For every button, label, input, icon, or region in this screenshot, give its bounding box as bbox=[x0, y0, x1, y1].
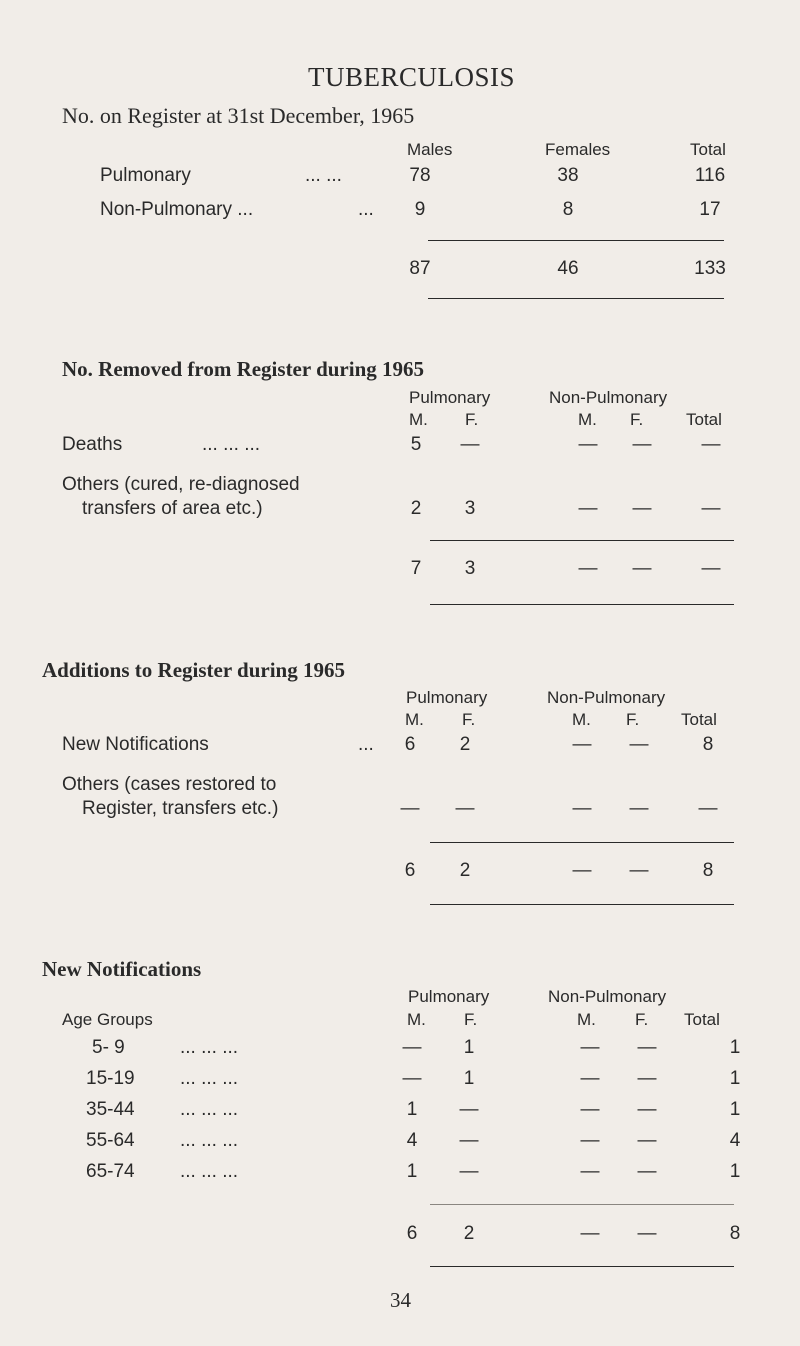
cell: — bbox=[701, 434, 721, 455]
row-label-cont: Register, transfers etc.) bbox=[82, 798, 279, 819]
total-cell: 87 bbox=[409, 258, 431, 279]
age-label: 5- 9 bbox=[92, 1037, 125, 1058]
cell: — bbox=[402, 1037, 422, 1058]
sub-m: M. bbox=[409, 410, 428, 429]
row-label: Deaths bbox=[62, 434, 123, 455]
rule bbox=[428, 298, 724, 299]
cell: — bbox=[637, 1068, 657, 1089]
cell: 38 bbox=[557, 165, 579, 186]
rule bbox=[430, 1266, 734, 1267]
row-dots: ... ... ... bbox=[180, 1037, 239, 1058]
register-heading: No. on Register at 31st December, 1965 bbox=[62, 103, 415, 128]
row-dots: ... ... ... bbox=[180, 1099, 239, 1120]
cell: 2 bbox=[459, 734, 471, 755]
row-dots: ... ... bbox=[305, 165, 342, 186]
sub-total: Total bbox=[686, 410, 722, 429]
col-females: Females bbox=[545, 140, 611, 159]
total-cell: — bbox=[701, 558, 721, 579]
rule bbox=[430, 842, 734, 843]
cell: 8 bbox=[562, 199, 574, 220]
row-label-cont: transfers of area etc.) bbox=[82, 498, 263, 519]
total-cell: 2 bbox=[463, 1223, 475, 1244]
cell: — bbox=[632, 434, 652, 455]
cell: 5 bbox=[410, 434, 422, 455]
row-dots: ... bbox=[358, 734, 374, 755]
col-total: Total bbox=[690, 140, 726, 159]
sub-f: F. bbox=[465, 410, 479, 429]
sub-f: F. bbox=[626, 710, 640, 729]
total-cell: 3 bbox=[464, 558, 476, 579]
row-dots: ... ... ... bbox=[180, 1161, 239, 1182]
total-cell: 46 bbox=[557, 258, 579, 279]
cell: 6 bbox=[404, 734, 416, 755]
cell: — bbox=[637, 1161, 657, 1182]
sub-f: F. bbox=[630, 410, 644, 429]
age-label: 65-74 bbox=[86, 1161, 135, 1182]
cell: — bbox=[460, 434, 480, 455]
row-dots: ... ... ... bbox=[180, 1130, 239, 1151]
row-label: Non-Pulmonary ... bbox=[100, 199, 254, 220]
sub-f: F. bbox=[464, 1010, 478, 1029]
notifications-heading: New Notifications bbox=[42, 957, 202, 981]
row-label: Others (cured, re-diagnosed bbox=[62, 474, 300, 495]
cell: 1 bbox=[729, 1068, 741, 1089]
total-cell: 133 bbox=[694, 258, 726, 279]
cell: 1 bbox=[729, 1161, 741, 1182]
rule bbox=[430, 540, 734, 541]
rule bbox=[430, 604, 734, 605]
row-label: Pulmonary bbox=[100, 165, 191, 186]
cell: — bbox=[580, 1130, 600, 1151]
cell: — bbox=[578, 498, 598, 519]
sub-m: M. bbox=[577, 1010, 596, 1029]
cell: — bbox=[459, 1130, 479, 1151]
cell: 4 bbox=[406, 1130, 418, 1151]
page-number: 34 bbox=[390, 1288, 411, 1312]
age-label: 15-19 bbox=[86, 1068, 135, 1089]
cell: 1 bbox=[406, 1099, 418, 1120]
age-label: 35-44 bbox=[86, 1099, 135, 1120]
cell: — bbox=[578, 434, 598, 455]
additions-heading: Additions to Register during 1965 bbox=[42, 658, 345, 682]
cell: 1 bbox=[729, 1037, 741, 1058]
group-pulmonary: Pulmonary bbox=[409, 388, 491, 407]
cell: — bbox=[572, 798, 592, 819]
cell: 1 bbox=[463, 1068, 475, 1089]
total-cell: — bbox=[572, 860, 592, 881]
cell: — bbox=[701, 498, 721, 519]
group-pulmonary: Pulmonary bbox=[406, 688, 488, 707]
cell: — bbox=[572, 734, 592, 755]
total-cell: — bbox=[629, 860, 649, 881]
sub-m: M. bbox=[405, 710, 424, 729]
total-cell: — bbox=[580, 1223, 600, 1244]
cell: 78 bbox=[409, 165, 431, 186]
cell: — bbox=[637, 1099, 657, 1120]
cell: — bbox=[632, 498, 652, 519]
total-cell: 8 bbox=[702, 860, 714, 881]
sub-total: Total bbox=[681, 710, 717, 729]
cell: — bbox=[400, 798, 420, 819]
cell: 17 bbox=[699, 199, 721, 220]
cell: — bbox=[459, 1099, 479, 1120]
cell: — bbox=[455, 798, 475, 819]
row-dots: ... ... ... bbox=[180, 1068, 239, 1089]
group-non-pulmonary: Non-Pulmonary bbox=[548, 987, 667, 1006]
cell: 3 bbox=[464, 498, 476, 519]
page-title: TUBERCULOSIS bbox=[308, 62, 516, 92]
group-pulmonary: Pulmonary bbox=[408, 987, 490, 1006]
cell: — bbox=[637, 1130, 657, 1151]
sub-m: M. bbox=[578, 410, 597, 429]
total-cell: 2 bbox=[459, 860, 471, 881]
sub-m: M. bbox=[572, 710, 591, 729]
row-label: New Notifications bbox=[62, 734, 209, 755]
sub-total: Total bbox=[684, 1010, 720, 1029]
cell: — bbox=[637, 1037, 657, 1058]
rule bbox=[430, 904, 734, 905]
total-cell: — bbox=[578, 558, 598, 579]
rule bbox=[428, 240, 724, 241]
total-cell: 7 bbox=[410, 558, 422, 579]
cell: — bbox=[580, 1161, 600, 1182]
total-cell: 8 bbox=[729, 1223, 741, 1244]
cell: 1 bbox=[463, 1037, 475, 1058]
cell: 1 bbox=[406, 1161, 418, 1182]
total-cell: 6 bbox=[406, 1223, 418, 1244]
sub-f: F. bbox=[462, 710, 476, 729]
cell: — bbox=[580, 1068, 600, 1089]
cell: — bbox=[580, 1037, 600, 1058]
rule bbox=[430, 1204, 734, 1205]
cell: 1 bbox=[729, 1099, 741, 1120]
cell: — bbox=[698, 798, 718, 819]
sub-f: F. bbox=[635, 1010, 649, 1029]
cell: — bbox=[580, 1099, 600, 1120]
total-cell: — bbox=[637, 1223, 657, 1244]
total-cell: 6 bbox=[404, 860, 416, 881]
group-non-pulmonary: Non-Pulmonary bbox=[547, 688, 666, 707]
row-dots: ... bbox=[358, 199, 374, 220]
removed-heading: No. Removed from Register during 1965 bbox=[62, 357, 425, 381]
cell: — bbox=[402, 1068, 422, 1089]
cell: — bbox=[629, 734, 649, 755]
age-groups-header: Age Groups bbox=[62, 1010, 153, 1029]
cell: 116 bbox=[694, 165, 726, 186]
cell: — bbox=[459, 1161, 479, 1182]
total-cell: — bbox=[632, 558, 652, 579]
sub-m: M. bbox=[407, 1010, 426, 1029]
row-label: Others (cases restored to bbox=[62, 774, 277, 795]
cell: — bbox=[629, 798, 649, 819]
age-label: 55-64 bbox=[86, 1130, 135, 1151]
col-males: Males bbox=[407, 140, 453, 159]
cell: 9 bbox=[414, 199, 426, 220]
cell: 2 bbox=[410, 498, 422, 519]
group-non-pulmonary: Non-Pulmonary bbox=[549, 388, 668, 407]
cell: 8 bbox=[702, 734, 714, 755]
row-dots: ... ... ... bbox=[202, 434, 261, 455]
cell: 4 bbox=[729, 1130, 741, 1151]
